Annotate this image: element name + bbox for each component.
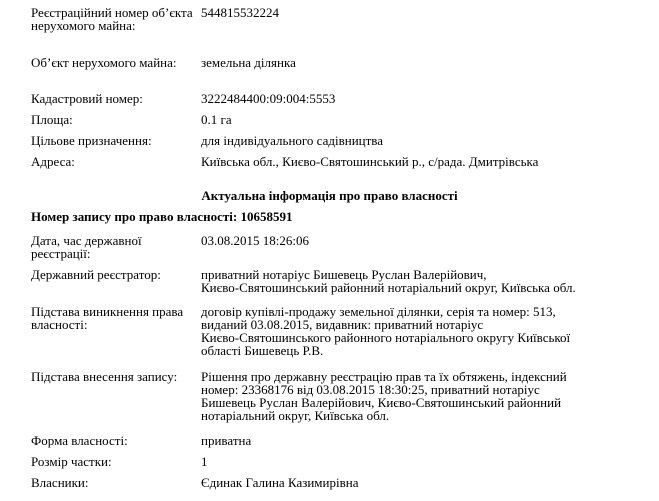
- object-value: земельна ділянка: [201, 55, 296, 70]
- entry-basis-label: Підстава внесення запису:: [31, 369, 178, 384]
- entry-basis-line: Рішення про державну реєстрацію прав та їх обтяжень, індексний: [201, 369, 567, 384]
- registrar-value: [201, 268, 621, 294]
- reg-number-value: 544815532224: [201, 5, 279, 20]
- purpose-value: для індивідуального садівництва: [201, 133, 384, 148]
- ownership-section-title: Актуальна інформація про право власності: [201, 188, 458, 203]
- area-value: 0.1 га: [201, 112, 232, 127]
- basis-line: Києво-Святошинського районного нотаріального округу Київської: [201, 330, 571, 345]
- owners-value: Єдинак Галина Казимирівна: [201, 475, 359, 490]
- registrar-label: Державний реєстратор:: [31, 267, 161, 282]
- address-label: Адреса:: [31, 154, 75, 169]
- basis-line: області Бишевець Р.В.: [201, 343, 324, 358]
- entry-basis-line: Бишевець Руслан Валерійович, Києво-Святошинський районний: [201, 395, 562, 410]
- registrar-line: Києво-Святошинський районний нотаріальний округ, Київська обл.: [201, 280, 576, 295]
- object-label: Об’єкт нерухомого майна:: [31, 55, 177, 70]
- entry-basis-line: нотаріальний округ, Київська обл.: [201, 408, 390, 423]
- entry-basis-line: номер: 23368176 від 03.08.2015 18:30:25, приватний нотаріус: [201, 382, 540, 397]
- purpose-label: Цільове призначення:: [31, 133, 152, 148]
- form-value: приватна: [201, 433, 252, 448]
- share-value: 1: [201, 454, 208, 469]
- record-number: Номер запису про право власності: 10658591: [31, 209, 293, 224]
- area-label: Площа:: [31, 112, 73, 127]
- basis-value: [201, 305, 621, 357]
- basis-label: Підстава виникнення права власності:: [31, 304, 184, 332]
- basis-line: договір купівлі-продажу земельної ділянки, серія та номер: 513,: [201, 304, 556, 319]
- form-label: Форма власності:: [31, 433, 128, 448]
- date-value: 03.08.2015 18:26:06: [201, 233, 309, 248]
- share-label: Розмір частки:: [31, 454, 112, 469]
- owners-label: Власники:: [31, 475, 89, 490]
- cadastral-label: Кадастровий номер:: [31, 91, 143, 106]
- basis-line: виданий 03.08.2015, видавник: приватний нотаріус: [201, 317, 484, 332]
- entry-basis-value: [201, 370, 621, 422]
- date-label: Дата, час державної реєстрації:: [31, 233, 142, 261]
- address-value: Київська обл., Києво-Святошинський р., с/рада. Дмитрівська: [201, 154, 539, 169]
- reg-number-label: Реєстраційний номер об’єкта нерухомого майна:: [31, 5, 193, 33]
- registrar-line: приватний нотаріус Бишевець Руслан Валерійович,: [201, 267, 487, 282]
- cadastral-value: 3222484400:09:004:5553: [201, 91, 336, 106]
